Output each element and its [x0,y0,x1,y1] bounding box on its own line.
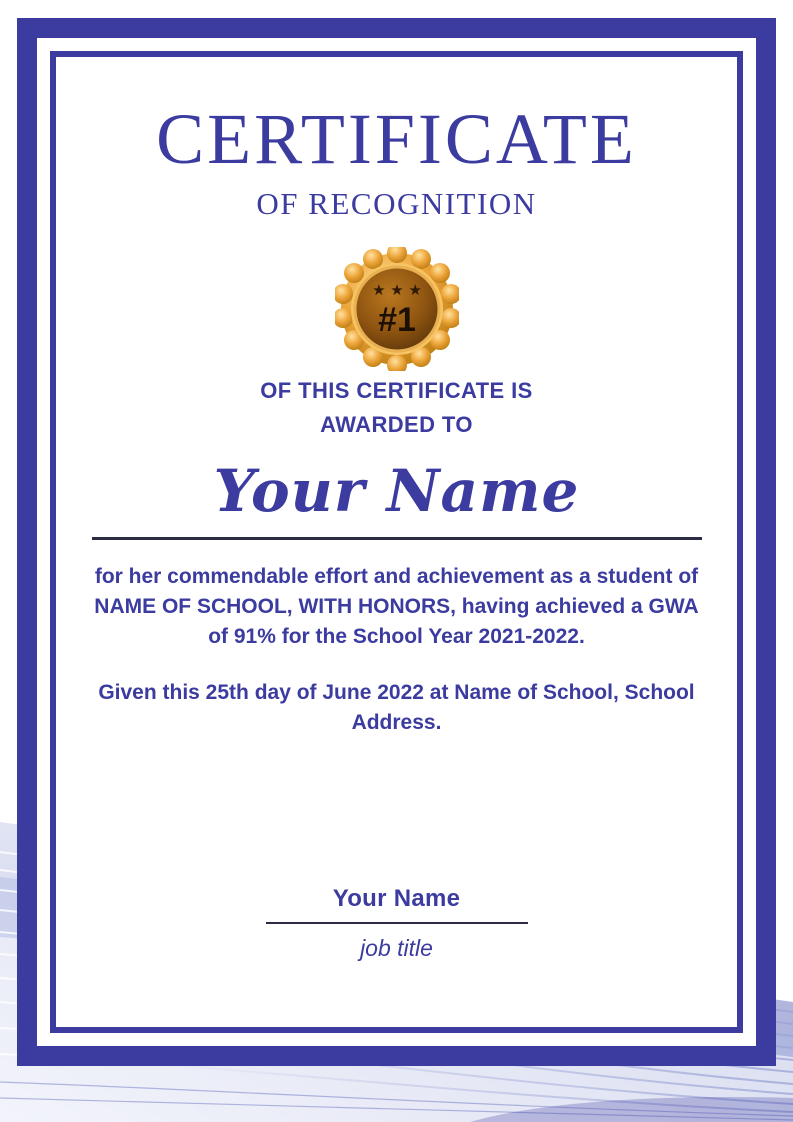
page-title: CERTIFICATE [156,99,637,179]
body-paragraph-2: Given this 25th day of June 2022 at Name of School, School Address. [98,681,695,734]
signature-block [56,885,737,962]
body-paragraph-1: for her commendable effort and achievement as a student of NAME OF SCHOOL, WITH HONORS, having achieved a GWA of 91% for the School Year 2021-2022. [94,565,699,648]
certificate-subtitle: OF RECOGNITION [256,186,537,221]
recipient-name: Your Name [213,457,580,525]
awarded-to-line-2: AWARDED TO [320,412,473,437]
svg-text:★ ★ ★: ★ ★ ★ [371,281,422,299]
certificate-content [56,57,737,1027]
award-seal [56,247,737,371]
signatory-name: Your Name [332,885,461,912]
svg-text:#1: #1 [377,301,416,339]
awarded-to-line-1: OF THIS CERTIFICATE IS [260,378,533,403]
signatory-job-title: job title [360,935,433,961]
